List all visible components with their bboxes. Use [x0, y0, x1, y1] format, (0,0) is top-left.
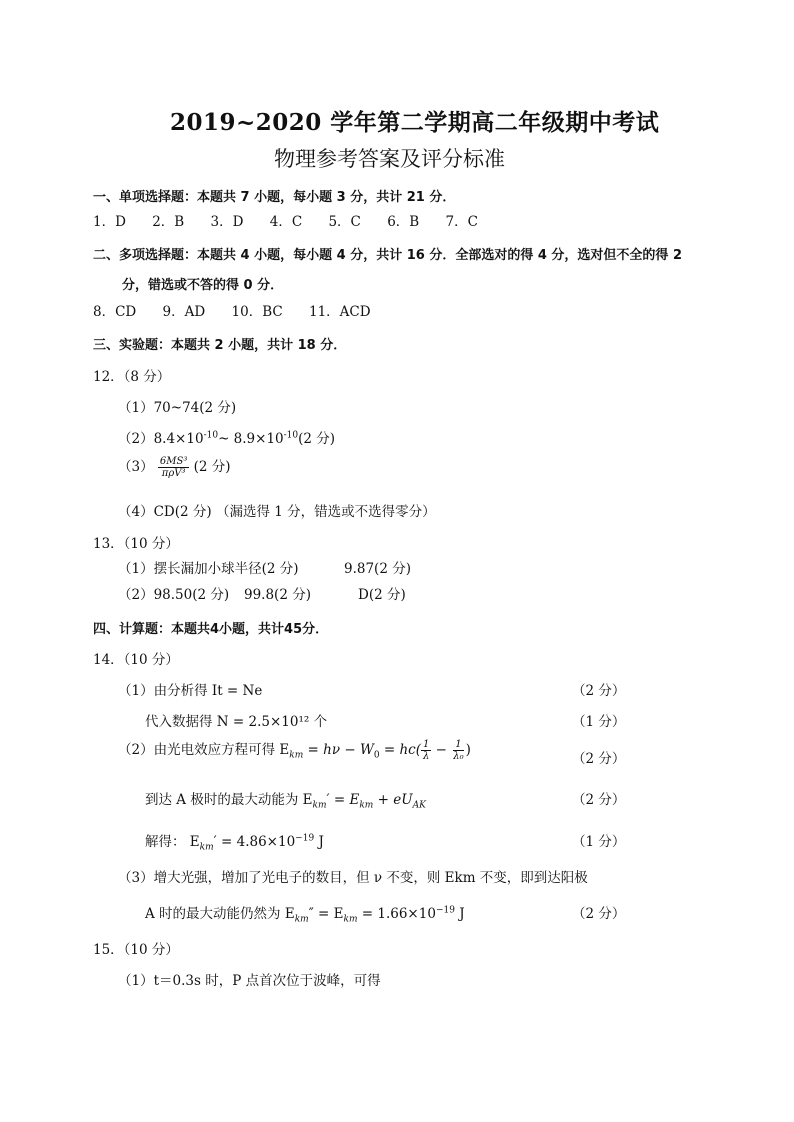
q13-part2-b: 99.8(2 分)	[244, 587, 311, 603]
q12-part2-suffix: (2 分)	[298, 431, 336, 447]
answer-3: 3．D	[210, 214, 244, 230]
q14-line7-score: （2 分）	[572, 906, 626, 922]
q14-line7-unit: J	[454, 906, 465, 922]
q14-line3-close: )	[465, 742, 471, 758]
answer-1: 1．D	[93, 214, 126, 230]
question-12-label: 12．（8 分）	[93, 369, 171, 385]
q14-line5	[145, 830, 324, 853]
section-2-answers	[93, 300, 393, 320]
answer-2: 2．B	[152, 214, 185, 230]
q14-line3-sub: km	[289, 750, 304, 761]
q14-line3-score: （2 分）	[572, 751, 626, 767]
q14-line3-minus: −	[431, 742, 452, 758]
q14-line3-frac-b	[451, 739, 465, 762]
q15-line1: （1）t＝0.3s 时，P 点首次位于波峰，可得	[118, 973, 381, 989]
q14-line5-text: 解得： E	[145, 834, 200, 850]
q14-line3-text: （2）由光电效应方程可得 E	[118, 742, 290, 758]
q14-line1: （1）由分析得 It = Ne	[118, 683, 263, 699]
q12-part2-mid: ~ 8.9×10	[218, 431, 284, 447]
q13-part2-a: （2）98.50(2 分)	[118, 587, 230, 603]
q14-line3	[118, 738, 471, 762]
q14-line4-eq: ′ = E	[326, 792, 360, 808]
q14-line3-eq2: = hc(	[379, 742, 421, 758]
q14-line3-sub0: 0	[373, 750, 380, 761]
frac-a-den: λ	[423, 751, 430, 762]
answer-4: 4．C	[269, 214, 303, 230]
frac-b-den: λ₀	[453, 751, 464, 762]
frac-b-num: 1	[455, 739, 462, 750]
document-subtitle: 物理参考答案及评分标准	[274, 147, 505, 171]
q14-line7-sup: −19	[435, 905, 455, 916]
q12-part2-exp1: -10	[203, 430, 219, 441]
q12-part2-prefix: （2）8.4×10	[118, 431, 204, 447]
frac-a-num: 1	[422, 739, 430, 750]
q12-part3-denominator: πρV³	[161, 468, 186, 479]
section-1-heading: 一、单项选择题：本题共 7 小题，每小题 3 分，共计 21 分．	[93, 190, 456, 205]
q12-part3-prefix: （3）	[118, 459, 154, 475]
answer-9: 9．AD	[162, 304, 206, 320]
question-14-label: 14．（10 分）	[93, 652, 179, 668]
q12-part3-suffix: (2 分)	[193, 459, 231, 475]
q13-part1-b: 9.87(2 分)	[344, 561, 411, 577]
q13-part2-c: D(2 分)	[358, 587, 406, 603]
q12-part4: （4）CD(2 分) （漏选得 1 分，错选或不选得零分）	[118, 504, 436, 520]
q14-line5-sub: km	[199, 842, 214, 853]
q14-line4-eq2: + eU	[373, 792, 413, 808]
q14-line5-unit: J	[314, 834, 324, 850]
q12-part3	[118, 455, 231, 479]
section-1-answers	[93, 210, 500, 230]
answer-10: 10．BC	[231, 304, 283, 320]
q14-line7	[145, 902, 465, 925]
q14-line4-score: （2 分）	[572, 792, 626, 808]
q12-part1: （1）70~74(2 分)	[118, 400, 237, 416]
q14-line4-sub3: AK	[412, 800, 426, 811]
answer-6: 6．B	[387, 214, 420, 230]
q14-line5-score: （1 分）	[572, 834, 626, 850]
q14-line7-eq2: = 1.66×10	[357, 906, 436, 922]
q14-line4-text: 到达 A 极时的最大动能为 E	[145, 792, 313, 808]
q14-line7-sub2: km	[343, 914, 358, 925]
q12-part3-numerator: 6MS³	[159, 456, 188, 467]
q14-line7-text: A 时的最大动能仍然为 E	[145, 906, 295, 922]
q14-line1-score: （2 分）	[572, 683, 626, 699]
q14-line3-eq: = hν − W	[303, 742, 374, 758]
section-3-heading: 三、实验题：本题共 2 小题，共计 18 分．	[93, 338, 347, 353]
q12-part2-exp2: -10	[283, 430, 299, 441]
question-13-label: 13．（10 分）	[93, 536, 179, 552]
section-2-heading-line1: 二、多项选择题：本题共 4 小题，每小题 4 分，共计 16 分．全部选对的得 4 分，选对但不全的得 2	[93, 248, 683, 263]
q12-part3-fraction	[158, 456, 189, 479]
q14-line4-sub2: km	[359, 800, 374, 811]
q14-line7-eq: ″ = E	[308, 906, 344, 922]
answer-5: 5．C	[328, 214, 361, 230]
q14-line5-eq: ′ = 4.86×10	[213, 834, 296, 850]
q14-line6: （3）增大光强，增加了光电子的数目，但 ν 不变，则 Ekm 不变，即到达阳极	[118, 870, 588, 886]
q12-part2	[118, 427, 335, 447]
q14-line2: 代入数据得 N = 2.5×10¹² 个	[145, 714, 328, 730]
q14-line3-frac-a	[421, 739, 431, 762]
q13-part1-a: （1）摆长漏加小球半径(2 分)	[118, 561, 299, 577]
section-4-heading: 四、计算题：本题共4小题，共计45分．	[93, 622, 329, 637]
answer-7: 7．C	[445, 214, 478, 230]
document-title: 2019~2020 学年第二学期高二年级期中考试	[170, 109, 660, 136]
q14-line4	[145, 788, 426, 811]
q14-line4-sub: km	[312, 800, 327, 811]
q14-line5-sup: −19	[295, 833, 315, 844]
q14-line2-score: （1 分）	[572, 714, 626, 730]
section-2-heading-line2: 分，错选或不答的得 0 分．	[122, 278, 284, 293]
answer-8: 8．CD	[93, 304, 137, 320]
q14-line7-sub: km	[294, 914, 309, 925]
question-15-label: 15．（10 分）	[93, 942, 179, 958]
answer-11: 11．ACD	[309, 304, 371, 320]
